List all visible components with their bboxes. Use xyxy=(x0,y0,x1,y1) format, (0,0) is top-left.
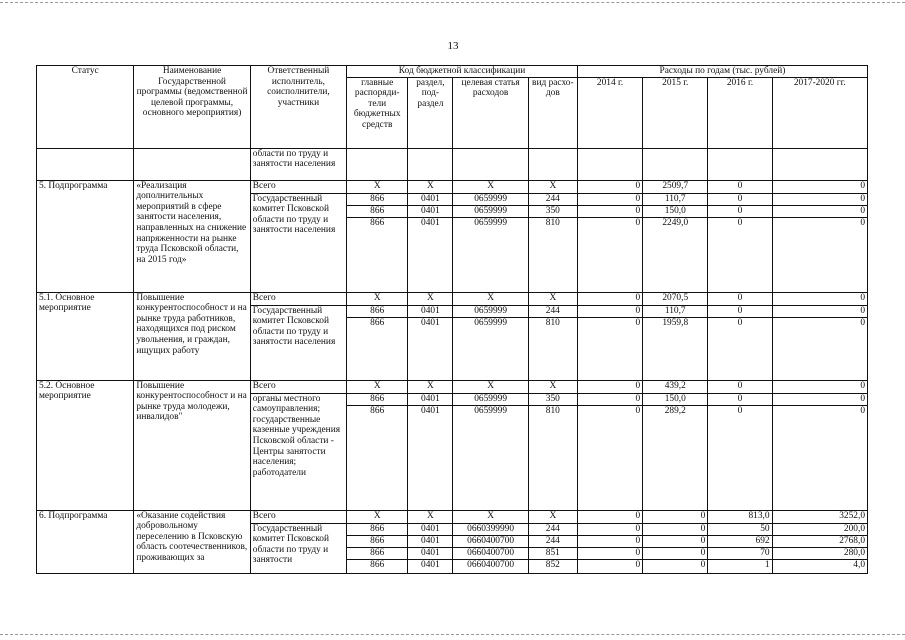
cell-2016: 0 xyxy=(708,193,772,205)
cell-2017-2020: 0 xyxy=(772,205,867,217)
cell-2017-2020: 3252,0 xyxy=(772,510,867,523)
cell-target: 0660400700 xyxy=(453,535,528,547)
block-name: Повышение конкурентоспособност и на рынке труда молодежи, инвалидов" xyxy=(134,380,250,510)
cell-2015: 439,2 xyxy=(643,380,708,393)
table-row xyxy=(37,380,868,393)
cell-2015: 0 xyxy=(643,523,708,535)
cell-section: 0401 xyxy=(408,193,453,205)
block-status: 6. Подпрограмма xyxy=(37,510,134,573)
header-year-2017-2020: 2017-2020 гг. xyxy=(772,77,867,148)
header-code-type: вид расхо- дов xyxy=(528,77,577,148)
cell-target: 0659999 xyxy=(453,405,528,510)
cell-target: 0660399990 xyxy=(453,523,528,535)
cell-grbs: 866 xyxy=(347,205,408,217)
cell-2014: 0 xyxy=(577,217,642,292)
cell-type: 810 xyxy=(528,405,577,510)
cell-2017-2020: 0 xyxy=(772,193,867,205)
cell-type: 810 xyxy=(528,317,577,380)
cell-grbs: X xyxy=(347,380,408,393)
cell-target: 0659999 xyxy=(453,305,528,317)
cell-2015: 0 xyxy=(643,547,708,559)
header-name: Наименование Государственной программы (ведомственной целевой программы, основного мероприятия) xyxy=(134,66,250,149)
header-expense-group: Расходы по годам (тыс. рублей) xyxy=(577,66,867,78)
header-executor: Ответственный исполнитель, соисполнители, участники xyxy=(250,66,346,149)
cell-type: X xyxy=(528,380,577,393)
cell-type: 851 xyxy=(528,547,577,559)
cell-section: 0401 xyxy=(408,305,453,317)
header-status: Статус xyxy=(37,66,134,149)
header-code-target: целевая статья расходов xyxy=(453,77,528,148)
cell-2016: 0 xyxy=(708,292,772,305)
cell-2016: 0 xyxy=(708,380,772,393)
cell-section: 0401 xyxy=(408,535,453,547)
cell-type: 244 xyxy=(528,305,577,317)
cell-2016: 0 xyxy=(708,180,772,193)
cell-2017-2020: 0 xyxy=(772,305,867,317)
cell-grbs: 866 xyxy=(347,317,408,380)
cell-2015: 0 xyxy=(643,510,708,523)
cell-target: 0660400700 xyxy=(453,559,528,573)
cell-grbs: 866 xyxy=(347,193,408,205)
cell-grbs: 866 xyxy=(347,559,408,573)
cell-2017-2020: 4,0 xyxy=(772,559,867,573)
cell-2015: 2070,5 xyxy=(643,292,708,305)
cell-grbs: 866 xyxy=(347,535,408,547)
cell-2017-2020: 200,0 xyxy=(772,523,867,535)
header-year-2014: 2014 г. xyxy=(577,77,642,148)
cell-2017-2020: 2768,0 xyxy=(772,535,867,547)
cell-section: 0401 xyxy=(408,559,453,573)
cell-2015: 2249,0 xyxy=(643,217,708,292)
cell-2016: 813,0 xyxy=(708,510,772,523)
cell-2017-2020: 0 xyxy=(772,380,867,393)
cell-target: 0659999 xyxy=(453,217,528,292)
cell-section: X xyxy=(408,510,453,523)
cell-2016: 692 xyxy=(708,535,772,547)
cell-grbs: 866 xyxy=(347,405,408,510)
cell-2017-2020: 0 xyxy=(772,292,867,305)
cell-target: X xyxy=(453,510,528,523)
table-row xyxy=(37,180,868,193)
cell-2014: 0 xyxy=(577,317,642,380)
cell-2015: 2509,7 xyxy=(643,180,708,193)
cell-target: X xyxy=(453,180,528,193)
cell-2015: 110,7 xyxy=(643,193,708,205)
cell-target: 0659999 xyxy=(453,393,528,405)
cell-2016: 50 xyxy=(708,523,772,535)
cell-2015: 1959,8 xyxy=(643,317,708,380)
cell-2014: 0 xyxy=(577,205,642,217)
cell-2016: 0 xyxy=(708,217,772,292)
cell-section: 0401 xyxy=(408,547,453,559)
executor-total: Всего xyxy=(250,180,346,193)
cell-2016: 0 xyxy=(708,405,772,510)
cell-2014: 0 xyxy=(577,405,642,510)
cell-grbs: 866 xyxy=(347,547,408,559)
cell-section: 0401 xyxy=(408,317,453,380)
cell-2014: 0 xyxy=(577,535,642,547)
cell-2014: 0 xyxy=(577,393,642,405)
executor-total: Всего xyxy=(250,510,346,523)
cell-2017-2020: 0 xyxy=(772,317,867,380)
cell-grbs: 866 xyxy=(347,217,408,292)
block-executor: Государственный комитет Псковской области по труду и занятости населения xyxy=(250,305,346,380)
cell-type: 244 xyxy=(528,535,577,547)
continuation-row xyxy=(37,148,868,180)
cell-target: 0659999 xyxy=(453,193,528,205)
block-executor: Государственный комитет Псковской области по труду и занятости населения xyxy=(250,193,346,292)
cell-type: 244 xyxy=(528,523,577,535)
cell-2015: 0 xyxy=(643,559,708,573)
cell-2014: 0 xyxy=(577,305,642,317)
block-status: 5.1. Основное мероприятие xyxy=(37,292,134,380)
table-row xyxy=(37,292,868,305)
budget-table xyxy=(36,65,868,574)
executor-total: Всего xyxy=(250,292,346,305)
page-number: 13 xyxy=(447,40,459,52)
cell-grbs: X xyxy=(347,292,408,305)
block-name: «Реализация дополнительных мероприятий в сфере занятости населения, направленных на снижение напряженности на рынке труда Псковской области, на 2015 год» xyxy=(134,180,250,292)
cell-2017-2020: 0 xyxy=(772,180,867,193)
cell-2014: 0 xyxy=(577,380,642,393)
cell-type: 810 xyxy=(528,217,577,292)
cell-2016: 0 xyxy=(708,317,772,380)
cell-2016: 0 xyxy=(708,393,772,405)
cell-2016: 1 xyxy=(708,559,772,573)
continuation-executor: области по труду и занятости населения xyxy=(250,148,346,180)
cell-type: X xyxy=(528,292,577,305)
cell-grbs: 866 xyxy=(347,523,408,535)
cell-2015: 0 xyxy=(643,535,708,547)
cell-section: 0401 xyxy=(408,523,453,535)
cell-2016: 0 xyxy=(708,205,772,217)
cell-2017-2020: 0 xyxy=(772,405,867,510)
header-year-2016: 2016 г. xyxy=(708,77,772,148)
cell-section: X xyxy=(408,180,453,193)
cell-section: 0401 xyxy=(408,205,453,217)
cell-target: X xyxy=(453,292,528,305)
block-name: «Оказание содействия добровольному переселению в Псковскую область соотечественников, проживающих за xyxy=(134,510,250,573)
cell-2014: 0 xyxy=(577,523,642,535)
cell-2015: 110,7 xyxy=(643,305,708,317)
block-executor: Государственный комитет Псковской области по труду и занятости xyxy=(250,523,346,573)
cell-target: 0659999 xyxy=(453,317,528,380)
page-top-edge xyxy=(0,2,905,3)
cell-2016: 0 xyxy=(708,305,772,317)
cell-2017-2020: 0 xyxy=(772,393,867,405)
cell-2014: 0 xyxy=(577,510,642,523)
cell-section: 0401 xyxy=(408,405,453,510)
cell-2014: 0 xyxy=(577,547,642,559)
cell-target: 0659999 xyxy=(453,205,528,217)
cell-2015: 150,0 xyxy=(643,205,708,217)
header-code-grbs: главные распоряди- тели бюджетных средств xyxy=(347,77,408,148)
cell-2017-2020: 280,0 xyxy=(772,547,867,559)
cell-grbs: 866 xyxy=(347,305,408,317)
cell-2014: 0 xyxy=(577,292,642,305)
cell-type: 852 xyxy=(528,559,577,573)
table-row xyxy=(37,510,868,523)
block-executor: органы местного самоуправления; государственные казенные учреждения Псковской области - Центры занятости населения; работодатели xyxy=(250,393,346,510)
header-code-section: раздел, под- раздел xyxy=(408,77,453,148)
cell-type: X xyxy=(528,510,577,523)
block-status: 5.2. Основное мероприятие xyxy=(37,380,134,510)
cell-2014: 0 xyxy=(577,193,642,205)
header-year-2015: 2015 г. xyxy=(643,77,708,148)
cell-grbs: 866 xyxy=(347,393,408,405)
cell-target: X xyxy=(453,380,528,393)
cell-type: 244 xyxy=(528,193,577,205)
block-status: 5. Подпрограмма xyxy=(37,180,134,292)
cell-grbs: X xyxy=(347,180,408,193)
cell-2014: 0 xyxy=(577,559,642,573)
cell-2014: 0 xyxy=(577,180,642,193)
cell-section: X xyxy=(408,292,453,305)
cell-2015: 289,2 xyxy=(643,405,708,510)
cell-section: X xyxy=(408,380,453,393)
executor-total: Всего xyxy=(250,380,346,393)
cell-section: 0401 xyxy=(408,217,453,292)
cell-section: 0401 xyxy=(408,393,453,405)
block-name: Повышение конкурентоспособност и на рынке труда работников, находящихся под риском увольнения, и граждан, ищущих работу xyxy=(134,292,250,380)
cell-2016: 70 xyxy=(708,547,772,559)
cell-2015: 150,0 xyxy=(643,393,708,405)
cell-type: 350 xyxy=(528,393,577,405)
cell-type: 350 xyxy=(528,205,577,217)
header-code-group: Код бюджетной классификации xyxy=(347,66,578,78)
cell-2017-2020: 0 xyxy=(772,217,867,292)
cell-target: 0660400700 xyxy=(453,547,528,559)
cell-type: X xyxy=(528,180,577,193)
cell-grbs: X xyxy=(347,510,408,523)
page-bottom-edge xyxy=(0,634,905,635)
